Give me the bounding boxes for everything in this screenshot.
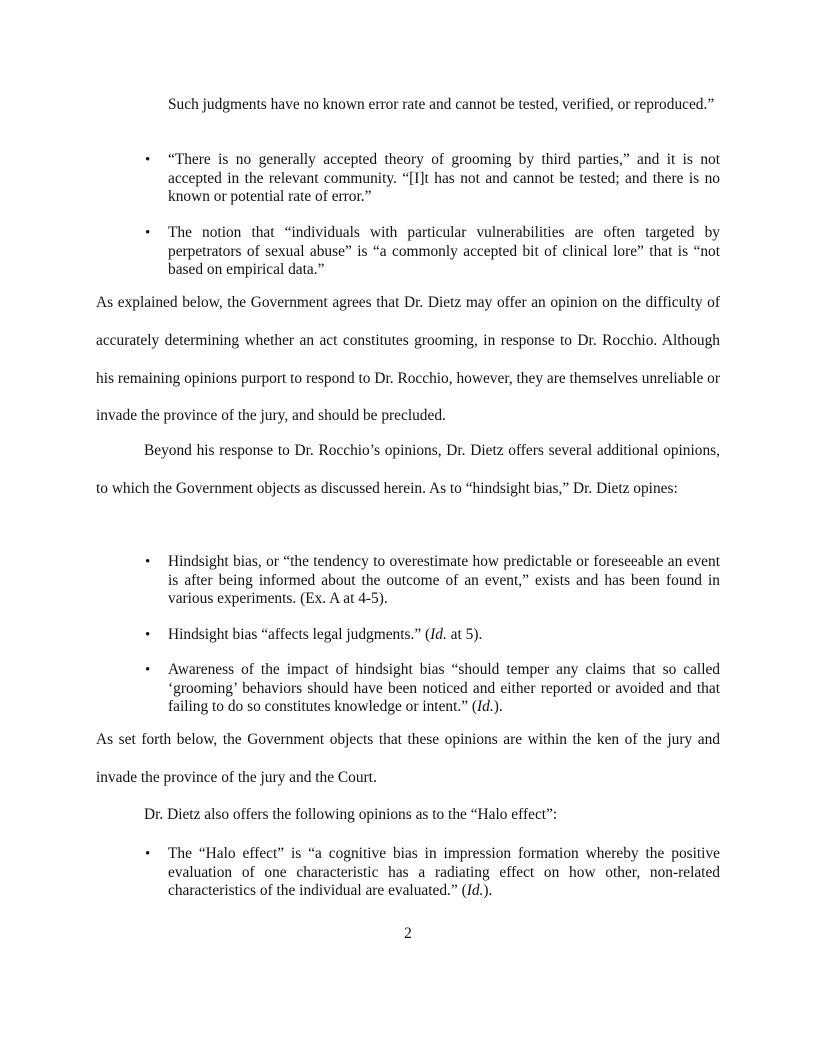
bullet-text: Awareness of the impact of hindsight bias “should temper any claims that so called ‘grooming’ behaviors should have been noticed and either reported or avoided and that failing to do so constitutes knowledge or intent.” ( — [168, 661, 720, 715]
bullet-item-hindsight-legal — [145, 626, 720, 645]
bullet-marker: • — [145, 152, 151, 168]
citation-id: Id. — [466, 882, 484, 899]
bullet-text: Hindsight bias “affects legal judgments.” ( — [168, 626, 431, 643]
page-number: 2 — [404, 925, 412, 942]
paragraph-halo-intro: Dr. Dietz also offers the following opinions as to the “Halo effect”: — [144, 806, 558, 823]
bullet-text: The notion that “individuals with particular vulnerabilities are often targeted by perpetrators of sexual abuse” is “a commonly accepted bit of clinical lore” that is “not based on empirical data.” — [168, 224, 720, 278]
bullet-marker: • — [145, 554, 151, 570]
bullet-text-end: ). — [493, 698, 503, 715]
paragraph-government-agrees: As explained below, the Government agrees that Dr. Dietz may offer an opinion on the difficulty of accurately determining whether an act constitutes grooming, in response to Dr. Rocchio. Although his remaining opinions purport to respond to Dr. Rocchio, however, they are themselves unreliable or invade the province of the jury, and should be precluded. — [96, 294, 720, 425]
bullet-marker: • — [145, 627, 151, 643]
bullet-text: Hindsight bias, or “the tendency to overestimate how predictable or foreseeable an event is after being informed about the outcome of an event,” exists and has been found in various experiments. (Ex. A at 4-5). — [168, 553, 720, 607]
paragraph-additional-opinions: Beyond his response to Dr. Rocchio’s opinions, Dr. Dietz offers several additional opinions, to which the Government objects as discussed herein. As to “hindsight bias,” Dr. Dietz opines: — [96, 442, 720, 497]
bullet-text-end: at 5). — [446, 626, 483, 643]
bullet-item-halo-effect — [145, 845, 720, 901]
bullet-item-vulnerabilities — [145, 224, 720, 280]
bullet-item-grooming-theory — [145, 151, 720, 207]
bullet-text: The “Halo effect” is “a cognitive bias in impression formation whereby the positive evaluation of one characteristic has a radiating effect on how other, non-related characteristics of the individual are evaluated.” ( — [168, 845, 720, 899]
continuation-quote: Such judgments have no known error rate and cannot be tested, verified, or reproduced.” — [168, 96, 715, 113]
bullet-marker: • — [145, 225, 151, 241]
paragraph-government-objects: As set forth below, the Government objects that these opinions are within the ken of the jury and invade the province of the jury and the Court. — [96, 731, 720, 786]
citation-id: Id. — [477, 698, 494, 715]
bullet-item-hindsight-awareness — [145, 661, 720, 717]
bullet-text-end: ). — [483, 882, 493, 899]
bullet-text: “There is no generally accepted theory of grooming by third parties,” and it is not accepted in the relevant community. “[I]t has not and cannot be tested; and there is no known or potential rate of error.” — [168, 151, 720, 205]
bullet-marker: • — [145, 846, 151, 862]
bullet-marker: • — [145, 662, 151, 678]
bullet-item-hindsight-definition — [145, 553, 720, 609]
citation-id: Id. — [430, 626, 447, 643]
